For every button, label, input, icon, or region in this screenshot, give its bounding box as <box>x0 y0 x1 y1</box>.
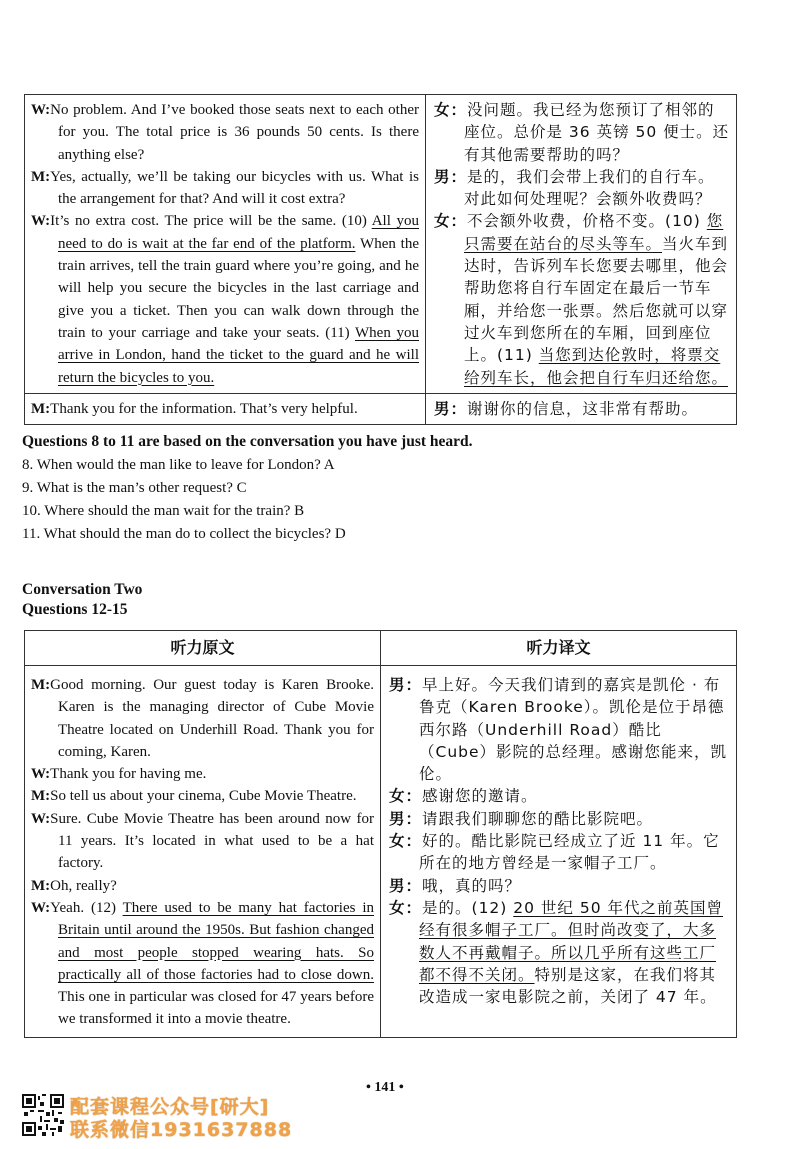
promo-text-line-2: 联系微信1931637888 <box>70 1119 293 1141</box>
dialogue-text: 哦，真的吗？ <box>422 876 522 895</box>
dialogue-line <box>31 210 419 388</box>
speaker-label: M: <box>31 877 51 894</box>
speaker-label: W: <box>31 766 51 783</box>
column-header-translation: 听力译文 <box>381 631 737 666</box>
dialogue-line <box>31 674 374 763</box>
speaker-label: 女： <box>434 212 468 231</box>
dialogue-text: Yes, actually, we’ll be taking our bicycles with us. What is the arrangement for that? And will it cost extra? <box>50 168 419 208</box>
dialogue-text: It’s no extra cost. The price will be the same. (10) <box>50 213 372 230</box>
dialogue-text: 没问题。我已经为您预订了相邻的座位。总价是 36 英镑 50 便士。还有其他需要帮助的吗？ <box>464 101 730 164</box>
chinese-cell <box>426 95 737 394</box>
speaker-label: 男： <box>434 399 468 418</box>
english-cell <box>25 393 426 424</box>
dialogue-line <box>389 674 730 785</box>
answer-highlight: 当您到达伦敦时，将票交给列车长，他会把自行车归还给您。 <box>464 346 729 387</box>
dialogue-table-2 <box>24 630 737 1038</box>
speaker-label: 女： <box>389 832 423 851</box>
dialogue-text: Yeah. (12) <box>50 899 123 916</box>
dialogue-text: 好的。酷比影院已经成立了近 11 年。它所在的地方曾经是一家帽子工厂。 <box>419 832 720 873</box>
speaker-label: M: <box>31 400 51 417</box>
table-row <box>25 393 737 424</box>
dialogue-table-1 <box>24 94 737 425</box>
speaker-label: 男： <box>389 676 423 694</box>
speaker-label: M: <box>31 677 51 693</box>
column-header-original: 听力原文 <box>25 631 381 666</box>
dialogue-line <box>31 166 419 211</box>
question-item: 9. What is the man’s other request? C <box>22 480 247 496</box>
dialogue-text: 感谢您的邀请。 <box>422 787 538 806</box>
questions-heading: Questions 8 to 11 are based on the conversation you have just heard. <box>22 433 473 450</box>
dialogue-text: Thank you for having me. <box>50 766 207 783</box>
dialogue-line <box>389 808 730 830</box>
dialogue-text: No problem. And I’ve booked those seats next to each other for you. The total price is 36 pounds 50 cents. Is there anything else? <box>50 102 419 163</box>
table-row <box>25 666 737 1038</box>
dialogue-text: 是的，我们会带上我们的自行车。对此如何处理呢？会额外收费吗？ <box>464 167 715 209</box>
dialogue-text: So tell us about your cinema, Cube Movie Theatre. <box>50 788 357 805</box>
dialogue-text: Good morning. Our guest today is Karen Brooke. Karen is the managing director of Cube Movie Theatre located on Underhill Road. Thank you for coming, Karen. <box>50 677 374 760</box>
dialogue-text: This one in particular was closed for 47 years before we transformed it into a movie theatre. <box>58 989 374 1028</box>
dialogue-line <box>31 808 374 875</box>
page-number: • 141 • <box>366 1080 404 1095</box>
chinese-cell <box>426 393 737 424</box>
speaker-label: M: <box>31 168 51 185</box>
question-item: 10. Where should the man wait for the train? B <box>22 503 305 519</box>
question-item: 8. When would the man like to leave for London? A <box>22 457 335 473</box>
speaker-label: W: <box>31 810 51 827</box>
answer-highlight: 20 世纪 50 年代之前英国曾经有很多帽子工厂。但时尚改变了，大多数人不再戴帽子。所以几乎所有这些工厂都不得不关闭。 <box>419 898 723 984</box>
answer-highlight: When you arrive in London, hand the ticket to the guard and he will return the bicycles to you. <box>58 324 419 386</box>
dialogue-text: When the train arrives, tell the train guard where you’re going, and he will help you secure the bicycles in the last carriage and give you a ticket. Then you can walk down through the train to your carriage and take your seats. (11) <box>58 235 419 341</box>
dialogue-line <box>434 99 730 166</box>
dialogue-text: 是的。(12) <box>422 898 514 917</box>
table-row <box>25 95 737 394</box>
dialogue-line <box>389 897 730 1008</box>
dialogue-line <box>434 398 730 420</box>
speaker-label: 男： <box>389 876 423 895</box>
speaker-label: 女： <box>389 787 423 806</box>
dialogue-text: Thank you for the information. That’s very helpful. <box>50 400 358 417</box>
answer-highlight: There used to be many hat factories in Britain until around the 1950s. But fashion changed and most people stopped wearing hats. So practically all of those factories had to close down. <box>58 899 374 983</box>
table-header-row <box>25 631 737 666</box>
conversation-title: Conversation Two <box>22 581 143 598</box>
dialogue-line <box>434 166 730 211</box>
dialogue-line <box>31 875 374 897</box>
conversation-subtitle: Questions 12-15 <box>22 601 128 618</box>
dialogue-text: 不会额外收费，价格不变。(10) <box>467 212 707 231</box>
question-item: 11. What should the man do to collect the bicycles? D <box>22 526 346 542</box>
speaker-label: 女： <box>389 898 423 917</box>
dialogue-text: 请跟我们聊聊您的酷比影院吧。 <box>422 809 654 828</box>
qr-code-icon <box>22 1094 64 1136</box>
dialogue-line <box>389 875 730 897</box>
speaker-label: M: <box>31 788 51 805</box>
dialogue-line <box>434 210 730 388</box>
dialogue-text: 谢谢你的信息，这非常有帮助。 <box>467 399 699 418</box>
english-cell <box>25 666 381 1038</box>
dialogue-line <box>31 785 374 807</box>
dialogue-text: Oh, really? <box>50 877 117 894</box>
dialogue-line <box>31 398 419 420</box>
speaker-label: W: <box>31 213 51 230</box>
speaker-label: W: <box>31 899 51 916</box>
dialogue-text: 早上好。今天我们请到的嘉宾是凯伦 · 布鲁克（Karen Brooke）。凯伦是位于昂德西尔路（Underhill Road）酷比（Cube）影院的总经理。感谢您能来，凯伦。 <box>419 676 728 784</box>
dialogue-line <box>31 99 419 166</box>
dialogue-line <box>389 830 730 875</box>
english-cell <box>25 95 426 394</box>
speaker-label: 男： <box>389 809 423 828</box>
promo-text-line-1: 配套课程公众号[研大] <box>70 1096 270 1118</box>
dialogue-text: 当火车到达时，告诉列车长您要去哪里，他会帮助您将自行车固定在最后一节车厢，并给您一张票。然后您就可以穿过火车到您所在的车厢，回到座位上。(11) <box>464 234 729 365</box>
dialogue-line <box>31 897 374 1031</box>
dialogue-line <box>389 785 730 807</box>
chinese-cell <box>381 666 737 1038</box>
dialogue-text: Sure. Cube Movie Theatre has been around now for 11 years. It’s located in what used to be a hat factory. <box>50 810 374 872</box>
dialogue-line <box>31 763 374 785</box>
speaker-label: 女： <box>434 101 468 119</box>
speaker-label: W: <box>31 102 51 118</box>
answer-highlight: 您只需要在站台的尽头等车。 <box>464 212 724 253</box>
dialogue-text: 特别是这家，在我们将其改造成一家电影院之前，关闭了 47 年。 <box>419 965 717 1007</box>
speaker-label: 男： <box>434 167 468 186</box>
answer-highlight: All you need to do is wait at the far end of the platform. <box>58 213 419 252</box>
